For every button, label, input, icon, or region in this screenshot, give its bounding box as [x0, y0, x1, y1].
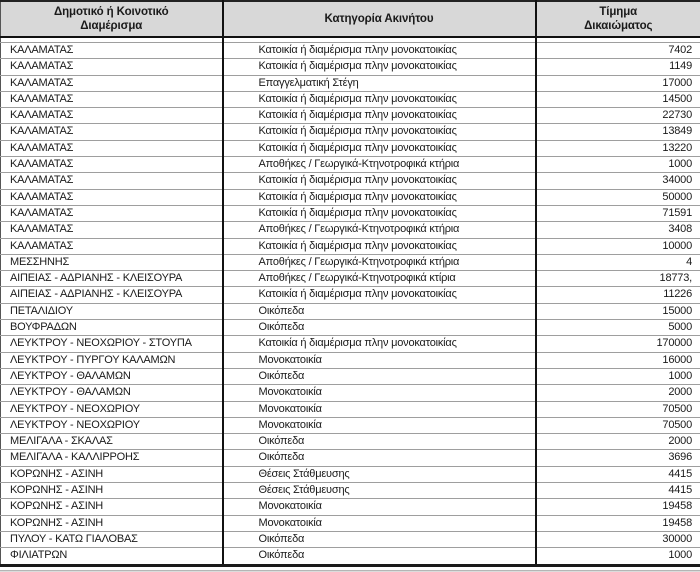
table-row	[1, 205, 700, 221]
district-cell: ΜΕΣΣΗΝΗΣ	[1, 254, 223, 270]
category-cell: Αποθήκες / Γεωργικά-Κτηνοτροφικά κτήρια	[223, 157, 536, 173]
district-cell: ΚΑΛΑΜΑΤΑΣ	[1, 43, 223, 59]
table-row	[1, 59, 700, 75]
price-cell: 14500	[536, 91, 700, 107]
district-cell: ΚΑΛΑΜΑΤΑΣ	[1, 189, 223, 205]
price-cell: 4	[536, 254, 700, 270]
district-cell: ΚΑΛΑΜΑΤΑΣ	[1, 157, 223, 173]
category-cell: Κατοικία ή διαμέρισμα πλην μονοκατοικίας	[223, 59, 536, 75]
column-header-district-label: Δημοτικό ή Κοινοτικό Διαμέρισμα	[53, 5, 169, 32]
category-cell: Μονοκατοικία	[223, 385, 536, 401]
district-cell: ΠΕΤΑΛΙΔΙΟΥ	[1, 303, 223, 319]
district-cell: ΚΑΛΑΜΑΤΑΣ	[1, 108, 223, 124]
category-cell: Κατοικία ή διαμέρισμα πλην μονοκατοικίας	[223, 336, 536, 352]
category-cell: Κατοικία ή διαμέρισμα πλην μονοκατοικίας	[223, 91, 536, 107]
district-cell: ΛΕΥΚΤΡΟΥ - ΝΕΟΧΩΡΙΟΥ	[1, 401, 223, 417]
category-cell: Κατοικία ή διαμέρισμα πλην μονοκατοικίας	[223, 173, 536, 189]
category-cell: Θέσεις Στάθμευσης	[223, 466, 536, 482]
table-row	[1, 173, 700, 189]
district-cell: ΚΟΡΩΝΗΣ - ΑΣΙΝΗ	[1, 515, 223, 531]
category-cell: Μονοκατοικία	[223, 515, 536, 531]
category-cell: Μονοκατοικία	[223, 352, 536, 368]
table-row	[1, 352, 700, 368]
district-cell: ΛΕΥΚΤΡΟΥ - ΘΑΛΑΜΩΝ	[1, 385, 223, 401]
table-row	[1, 222, 700, 238]
category-cell: Κατοικία ή διαμέρισμα πλην μονοκατοικίας	[223, 140, 536, 156]
price-cell: 19458	[536, 499, 700, 515]
table-row	[1, 417, 700, 433]
price-cell: 5000	[536, 320, 700, 336]
district-cell: ΚΟΡΩΝΗΣ - ΑΣΙΝΗ	[1, 466, 223, 482]
header-row	[1, 1, 700, 37]
district-cell: ΚΑΛΑΜΑΤΑΣ	[1, 75, 223, 91]
category-cell: Οικόπεδα	[223, 531, 536, 547]
district-cell: ΜΕΛΙΓΑΛΑ - ΚΑΛΛΙΡΡΟΗΣ	[1, 450, 223, 466]
column-header-price	[536, 1, 700, 37]
category-cell: Αποθήκες / Γεωργικά-Κτηνοτροφικά κτίρια	[223, 271, 536, 287]
table-row	[1, 189, 700, 205]
table-row	[1, 75, 700, 91]
price-cell: 1149	[536, 59, 700, 75]
price-cell: 2000	[536, 434, 700, 450]
district-cell: ΚΑΛΑΜΑΤΑΣ	[1, 173, 223, 189]
column-header-price-label: Τίμημα Δικαιώματος	[584, 5, 653, 32]
category-cell: Μονοκατοικία	[223, 417, 536, 433]
district-cell: ΒΟΥΦΡΑΔΩΝ	[1, 320, 223, 336]
table-row	[1, 271, 700, 287]
price-cell: 34000	[536, 173, 700, 189]
district-cell: ΚΑΛΑΜΑΤΑΣ	[1, 222, 223, 238]
district-cell: ΚΟΡΩΝΗΣ - ΑΣΙΝΗ	[1, 483, 223, 499]
table-row	[1, 483, 700, 499]
table-row	[1, 401, 700, 417]
category-cell: Οικόπεδα	[223, 434, 536, 450]
column-header-category	[223, 1, 536, 37]
category-cell: Επαγγελματική Στέγη	[223, 75, 536, 91]
district-cell: ΑΙΠΕΙΑΣ - ΑΔΡΙΑΝΗΣ - ΚΛΕΙΣΟΥΡΑ	[1, 271, 223, 287]
price-cell: 18773,	[536, 271, 700, 287]
district-cell: ΜΕΛΙΓΑΛΑ - ΣΚΑΛΑΣ	[1, 434, 223, 450]
table-row	[1, 368, 700, 384]
price-cell: 4415	[536, 466, 700, 482]
district-cell: ΚΑΛΑΜΑΤΑΣ	[1, 124, 223, 140]
district-cell: ΚΑΛΑΜΑΤΑΣ	[1, 140, 223, 156]
district-cell: ΚΟΡΩΝΗΣ - ΑΣΙΝΗ	[1, 499, 223, 515]
price-cell: 16000	[536, 352, 700, 368]
district-cell: ΛΕΥΚΤΡΟΥ - ΘΑΛΑΜΩΝ	[1, 368, 223, 384]
price-cell: 13849	[536, 124, 700, 140]
category-cell: Οικόπεδα	[223, 548, 536, 565]
table-row	[1, 466, 700, 482]
column-header-category-label: Κατηγορία Ακινήτου	[324, 12, 434, 25]
price-cell: 17000	[536, 75, 700, 91]
price-cell: 3408	[536, 222, 700, 238]
table-row	[1, 140, 700, 156]
category-cell: Οικόπεδα	[223, 303, 536, 319]
table-row	[1, 238, 700, 254]
table-body	[1, 37, 700, 565]
price-cell: 70500	[536, 401, 700, 417]
price-cell: 2000	[536, 385, 700, 401]
category-cell: Μονοκατοικία	[223, 499, 536, 515]
table-row	[1, 108, 700, 124]
table-row	[1, 254, 700, 270]
price-cell: 4415	[536, 483, 700, 499]
price-cell: 1000	[536, 157, 700, 173]
category-cell: Θέσεις Στάθμευσης	[223, 483, 536, 499]
price-cell: 19458	[536, 515, 700, 531]
district-cell: ΛΕΥΚΤΡΟΥ - ΠΥΡΓΟΥ ΚΑΛΑΜΩΝ	[1, 352, 223, 368]
price-cell: 170000	[536, 336, 700, 352]
table-row	[1, 287, 700, 303]
category-cell: Κατοικία ή διαμέρισμα πλην μονοκατοικίας	[223, 287, 536, 303]
category-cell: Οικόπεδα	[223, 450, 536, 466]
table-row	[1, 531, 700, 547]
category-cell: Κατοικία ή διαμέρισμα πλην μονοκατοικίας	[223, 189, 536, 205]
category-cell: Κατοικία ή διαμέρισμα πλην μονοκατοικίας	[223, 108, 536, 124]
price-cell: 70500	[536, 417, 700, 433]
price-cell: 22730	[536, 108, 700, 124]
price-cell: 15000	[536, 303, 700, 319]
price-cell: 3696	[536, 450, 700, 466]
price-cell: 11226	[536, 287, 700, 303]
table-row	[1, 548, 700, 565]
district-cell: ΛΕΥΚΤΡΟΥ - ΝΕΟΧΩΡΙΟΥ - ΣΤΟΥΠΑ	[1, 336, 223, 352]
price-cell: 13220	[536, 140, 700, 156]
category-cell: Οικόπεδα	[223, 320, 536, 336]
category-cell: Αποθήκες / Γεωργικά-Κτηνοτροφικά κτήρια	[223, 254, 536, 270]
price-cell: 1000	[536, 368, 700, 384]
district-cell: ΚΑΛΑΜΑΤΑΣ	[1, 91, 223, 107]
column-header-district	[1, 1, 223, 37]
table-row	[1, 450, 700, 466]
category-cell: Κατοικία ή διαμέρισμα πλην μονοκατοικίας	[223, 43, 536, 59]
district-cell: ΦΙΛΙΑΤΡΩΝ	[1, 548, 223, 565]
price-cell: 30000	[536, 531, 700, 547]
price-cell: 1000	[536, 548, 700, 565]
district-cell: ΚΑΛΑΜΑΤΑΣ	[1, 59, 223, 75]
table-row	[1, 320, 700, 336]
district-cell: ΠΥΛΟΥ - ΚΑΤΩ ΓΙΑΛΟΒΑΣ	[1, 531, 223, 547]
price-cell: 7402	[536, 43, 700, 59]
table-row	[1, 385, 700, 401]
price-cell: 10000	[536, 238, 700, 254]
category-cell: Κατοικία ή διαμέρισμα πλην μονοκατοικίας	[223, 238, 536, 254]
table-row	[1, 303, 700, 319]
category-cell: Κατοικία ή διαμέρισμα πλην μονοκατοικίας	[223, 205, 536, 221]
category-cell: Μονοκατοικία	[223, 401, 536, 417]
table-row	[1, 43, 700, 59]
district-cell: ΛΕΥΚΤΡΟΥ - ΝΕΟΧΩΡΙΟΥ	[1, 417, 223, 433]
district-cell: ΑΙΠΕΙΑΣ - ΑΔΡΙΑΝΗΣ - ΚΛΕΙΣΟΥΡΑ	[1, 287, 223, 303]
table-header	[1, 1, 700, 37]
table-row	[1, 515, 700, 531]
table-row	[1, 499, 700, 515]
category-cell: Οικόπεδα	[223, 368, 536, 384]
price-cell: 71591	[536, 205, 700, 221]
table-row	[1, 124, 700, 140]
table-row	[1, 91, 700, 107]
category-cell: Κατοικία ή διαμέρισμα πλην μονοκατοικίας	[223, 124, 536, 140]
table-row	[1, 336, 700, 352]
category-cell: Αποθήκες / Γεωργικά-Κτηνοτροφικά κτήρια	[223, 222, 536, 238]
district-cell: ΚΑΛΑΜΑΤΑΣ	[1, 238, 223, 254]
table-row	[1, 434, 700, 450]
price-cell: 50000	[536, 189, 700, 205]
table-row	[1, 157, 700, 173]
district-cell: ΚΑΛΑΜΑΤΑΣ	[1, 205, 223, 221]
